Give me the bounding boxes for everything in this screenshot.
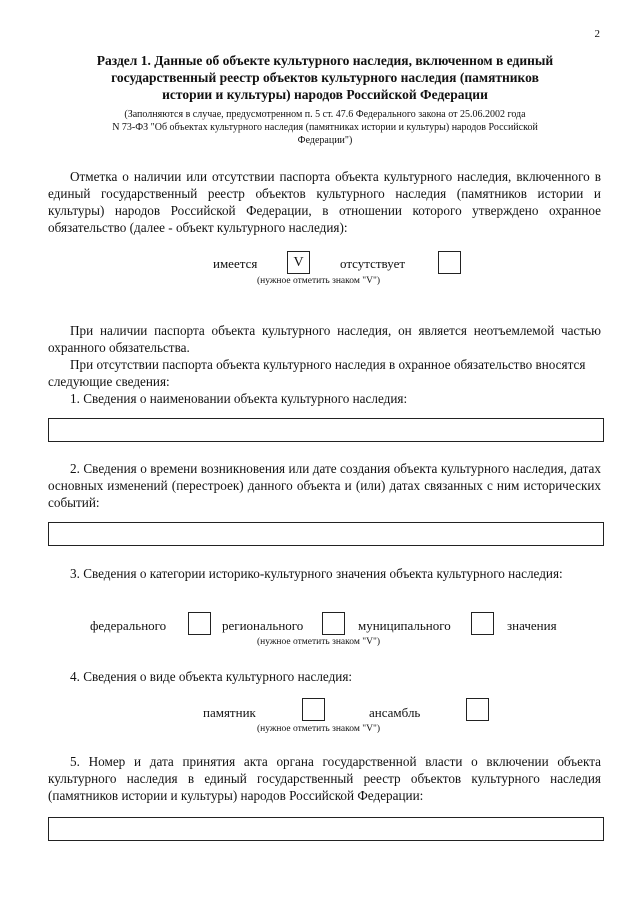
section5-field[interactable] xyxy=(48,817,604,841)
section-title xyxy=(60,52,590,103)
page-number: 2 xyxy=(594,28,600,40)
category-federal-label: федерального xyxy=(90,618,167,633)
category-municipal-checkbox[interactable] xyxy=(471,612,494,635)
passport-absent-label: отсутствует xyxy=(340,256,406,271)
passport-has-label: имеется xyxy=(213,256,258,271)
section4-label: 4. Сведения о виде объекта культурного наследия: xyxy=(70,669,353,684)
passport-has-checkbox[interactable]: V xyxy=(287,251,310,274)
category-municipal-label: муниципального xyxy=(358,618,451,633)
section5-label: 5. Номер и дата принятия акта органа государственной власти о включении объекта культурного наследия в единый государственный реестр объектов культурного наследия (памятников истории и культуры) народов Российской Федерации: xyxy=(48,754,601,803)
category-hint: (нужное отметить знаком "V") xyxy=(257,637,380,647)
section1-label: 1. Сведения о наименовании объекта культурного наследия: xyxy=(70,391,408,406)
note-line-3: Федерации") xyxy=(297,135,353,146)
section2-label: 2. Сведения о времени возникновения или дате создания объекта культурного наследия, датах основных изменений (перестроек) данного объекта и (или) датах связанных с ним исторических событий: xyxy=(48,461,601,510)
title-line-1: Раздел 1. Данные об объекте культурного наследия, включенном в единый xyxy=(96,53,554,68)
type-monument-label: памятник xyxy=(203,705,256,720)
category-regional-label: регионального xyxy=(222,618,304,633)
section3-label: 3. Сведения о категории историко-культурного значения объекта культурного наследия: xyxy=(70,566,563,581)
passport-absent-paragraph: При отсутствии паспорта объекта культурного наследия в охранное обязательство вносятся следующие сведения: xyxy=(48,357,586,389)
fill-note xyxy=(75,108,575,147)
type-hint: (нужное отметить знаком "V") xyxy=(257,724,380,734)
type-monument-checkbox[interactable] xyxy=(302,698,325,721)
category-suffix-label: значения xyxy=(507,618,557,633)
section1-field[interactable] xyxy=(48,418,604,442)
note-line-2: N 73-ФЗ "Об объектах культурного наследия (памятниках истории и культуры) народов Российской xyxy=(112,122,538,133)
passport-part-paragraph: При наличии паспорта объекта культурного наследия, он является неотъемлемой частью охранного обязательства. xyxy=(48,323,601,355)
section2-field[interactable] xyxy=(48,522,604,546)
title-line-3: истории и культуры) народов Российской Федерации xyxy=(162,87,488,102)
type-ensemble-label: ансамбль xyxy=(369,705,421,720)
type-ensemble-checkbox[interactable] xyxy=(466,698,489,721)
note-line-1: (Заполняются в случае, предусмотренном п. 5 ст. 47.6 Федерального закона от 25.06.2002 года xyxy=(124,109,526,120)
passport-hint: (нужное отметить знаком "V") xyxy=(257,276,380,286)
title-line-2: государственный реестр объектов культурного наследия (памятников xyxy=(111,70,539,85)
category-federal-checkbox[interactable] xyxy=(188,612,211,635)
passport-absent-checkbox[interactable] xyxy=(438,251,461,274)
passport-intro: Отметка о наличии или отсутствии паспорта объекта культурного наследия, включенного в единый государственный реестр объектов культурного наследия (памятников истории и культуры) народов Российской Федерации, в отношении которого утверждено охранное обязательство (далее - объект культурного наследия): xyxy=(48,169,601,235)
category-regional-checkbox[interactable] xyxy=(322,612,345,635)
